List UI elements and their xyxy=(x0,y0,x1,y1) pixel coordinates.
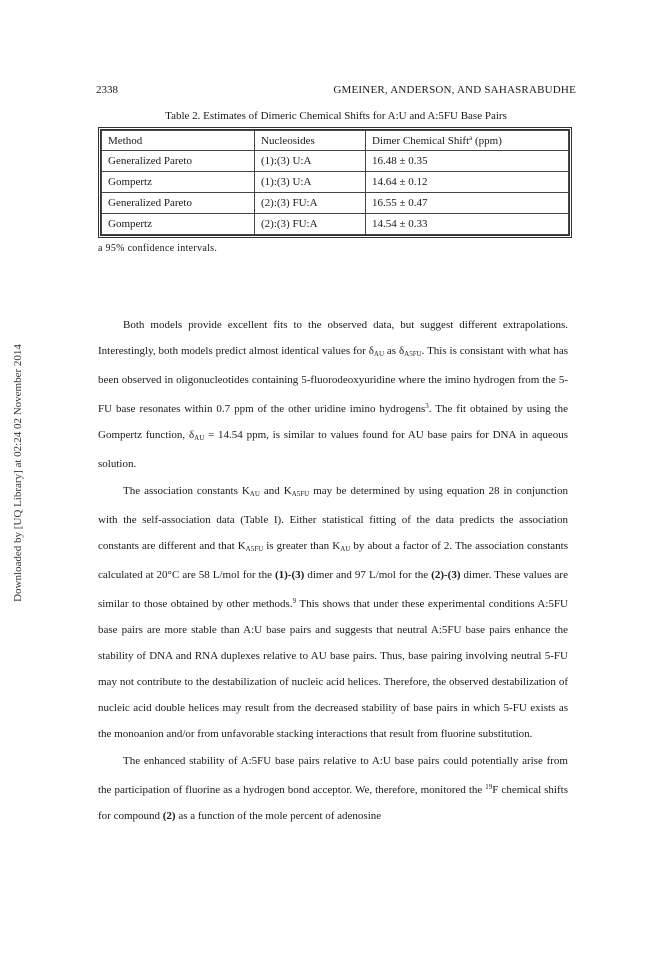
table-footnote: a 95% confidence intervals. xyxy=(98,243,218,254)
cell-shift: 14.64 ± 0.12 xyxy=(366,172,569,193)
paragraph-1: Both models provide excellent fits to the observed data, but suggest different extrapolations. Interestingly, both models predict almost identical values for $\delta_{AU}$ as $\delta_{A5FU}$. This is consistant with what has been observed in oligonucleotides containing 5-fluorodeoxyuridine where the imino hydrogen from the 5-FU base resonates within 0.7 ppm of the other uridine imino hydrogens$^3$. The fit obtained by using the Gompertz function, $\delta_{AU} = 14.54$ ppm, is similar to values found for AU base pairs for DNA in aqueous solution. xyxy=(98,319,569,471)
cell-method: Generalized Pareto xyxy=(102,193,255,214)
col-header-method: Method xyxy=(102,131,255,151)
body-text xyxy=(98,312,568,829)
paragraph-2: The association constants $K_{AU}$ and $K_{A5FU}$ may be determined by using equation 28 in conjunction with the self-association data (Table I). Either statistical fitting of the data predicts the association constants are different and that $K_{A5FU}$ is greater than $K_{AU}$ by about a factor of 2. The association constants calculated at 20°C are 58 L/mol for the (1)-(3) dimer and 97 L/mol for the (2)-(3) dimer. These values are similar to those obtained by other methods.$^9$ This shows that under these experimental conditions A:5FU base pairs are more stable than A:U base pairs and suggests that neutral A:5FU base pairs enhance the stability of DNA and RNA duplexes relative to AU base pairs. Thus, base pairing involving neutral 5-FU may not contribute to the destabilization of nucleic acid helices. Therefore, the observed destabilization of nucleic acid double helices may result from the decreased stability of base pairs in which 5-FU exists as the monoanion and/or from unfavorable stacking interactions that result from fluorine substitution. xyxy=(98,484,568,741)
table-frame xyxy=(98,127,572,238)
table-header-row xyxy=(102,131,569,151)
table-caption: Table 2. Estimates of Dimeric Chemical Shifts for A:U and A:5FU Base Pairs xyxy=(165,110,507,122)
running-header xyxy=(96,84,576,100)
cell-nucleosides: (1):(3) U:A xyxy=(255,151,366,172)
col-header-nucleosides: Nucleosides xyxy=(255,131,366,151)
cell-shift: 16.48 ± 0.35 xyxy=(366,151,569,172)
running-head-authors: GMEINER, ANDERSON, AND SAHASRABUDHE xyxy=(333,84,576,96)
cell-method: Gompertz xyxy=(102,214,255,235)
cell-shift: 16.55 ± 0.47 xyxy=(366,193,569,214)
table-row xyxy=(102,214,569,235)
col-header-shift: Dimer Chemical Shift$^a$ (ppm) xyxy=(366,131,569,151)
cell-nucleosides: (1):(3) U:A xyxy=(255,172,366,193)
cell-shift: 14.54 ± 0.33 xyxy=(366,214,569,235)
cell-method: Generalized Pareto xyxy=(102,151,255,172)
cell-method: Gompertz xyxy=(102,172,255,193)
paragraph-3: The enhanced stability of A:5FU base pairs relative to A:U base pairs could potentially arise from the participation of fluorine as a hydrogen bond acceptor. We, therefore, monitored the $^{19}$F chemical shifts for compound (2) as a function of the mole percent of adenosine xyxy=(98,754,568,822)
cell-nucleosides: (2):(3) FU:A xyxy=(255,193,366,214)
chemical-shift-table xyxy=(101,130,569,235)
table-row xyxy=(102,151,569,172)
page-number: 2338 xyxy=(96,84,118,96)
table-row xyxy=(102,172,569,193)
table-row xyxy=(102,193,569,214)
download-watermark-text: Downloaded by [UQ Library] at 02:24 02 November 2014 xyxy=(12,344,24,602)
cell-nucleosides: (2):(3) FU:A xyxy=(255,214,366,235)
download-watermark xyxy=(10,310,26,636)
